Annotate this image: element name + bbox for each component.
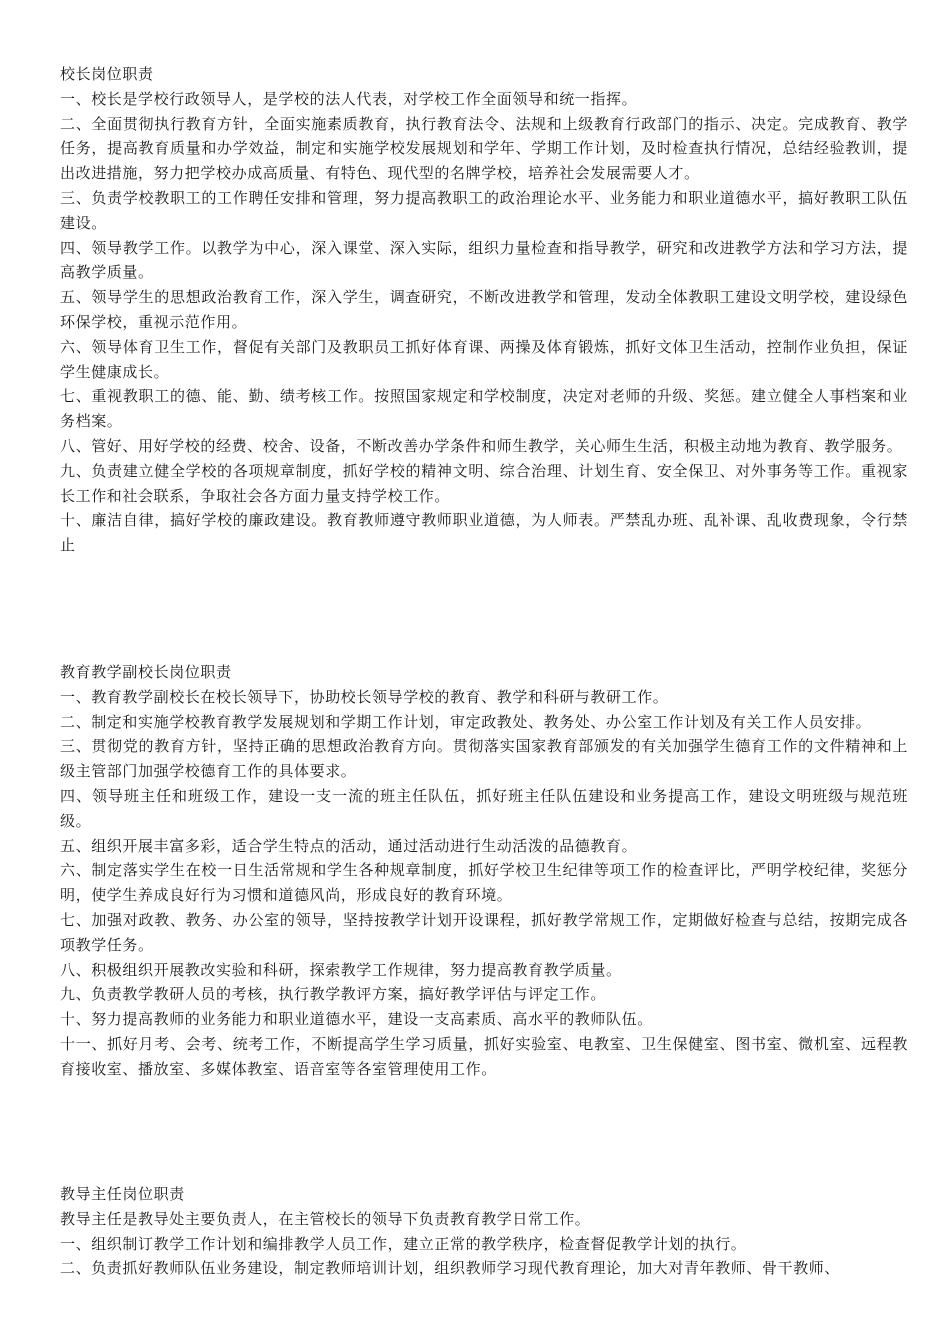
duty-paragraph: 一、组织制订教学工作计划和编排教学人员工作，建立正常的教学秩序，检查督促教学计划的执行。 <box>60 1234 747 1253</box>
duty-paragraph: 七、重视教职工的德、能、勤、绩考核工作。按照国家规定和学校制度，决定对老师的升级、奖惩。建立健全人事档案和业务档案。 <box>60 387 908 431</box>
duty-paragraph: 九、负责建立健全学校的各项规章制度，抓好学校的精神文明、综合治理、计划生育、安全保卫、对外事务等工作。重视家长工作和社会联系，争取社会各方面力量支持学校工作。 <box>60 461 908 505</box>
duty-paragraph: 四、领导教学工作。以教学为中心，深入课堂、深入实际，组织力量检查和指导教学，研究和改进教学方法和学习方法，提高教学质量。 <box>60 238 908 282</box>
duty-paragraph: 六、领导体育卫生工作，督促有关部门及教职员工抓好体育课、两操及体育锻炼，抓好文体卫生活动，控制作业负担，保证学生健康成长。 <box>60 337 908 381</box>
principal-duties-section <box>60 62 908 558</box>
duty-paragraph: 六、制定落实学生在校一日生活常规和学生各种规章制度，抓好学校卫生纪律等项工作的检查评比，严明学校纪律，奖惩分明，使学生养成良好行为习惯和道德风尚，形成良好的教育环境。 <box>60 861 908 905</box>
vice-principal-duties-section <box>60 660 908 1082</box>
duty-paragraph: 八、管好、用好学校的经费、校舍、设备，不断改善办学条件和师生教学，关心师生生活，积极主动地为教育、教学服务。 <box>60 436 903 455</box>
duty-paragraph: 二、负责抓好教师队伍业务建设，制定教师培训计划，组织教师学习现代教育理论，加大对青年教师、骨干教师、 <box>60 1259 841 1278</box>
duty-paragraph: 三、贯彻党的教育方针，坚持正确的思想政治教育方向。贯彻落实国家教育部颁发的有关加强学生德育工作的文件精神和上级主管部门加强学校德育工作的具体要求。 <box>60 737 908 781</box>
section-title: 教育教学副校长岗位职责 <box>60 663 232 681</box>
duty-paragraph: 教导主任是教导处主要负责人，在主管校长的领导下负责教育教学日常工作。 <box>60 1209 591 1228</box>
duty-paragraph: 二、全面贯彻执行教育方针，全面实施素质教育，执行教育法令、法规和上级教育行政部门的指示、决定。完成教育、教学任务，提高教育质量和办学效益，制定和实施学校发展规划和学年、学期工作计划，及时检查执行情况，总结经验教训，提出改进措施，努力把学校办成高质量、有特色、现代型的名牌学校，培养社会发展需要人才。 <box>60 114 908 183</box>
duty-paragraph: 三、负责学校教职工的工作聘任安排和管理，努力提高教职工的政治理论水平、业务能力和职业道德水平，搞好教职工队伍建设。 <box>60 188 908 232</box>
duty-paragraph: 五、领导学生的思想政治教育工作，深入学生，调查研究，不断改进教学和管理，发动全体教职工建设文明学校，建设绿色环保学校，重视示范作用。 <box>60 288 908 331</box>
academic-director-duties-section <box>60 1182 908 1281</box>
duty-paragraph: 四、领导班主任和班级工作，建设一支一流的班主任队伍，抓好班主任队伍建设和业务提高工作，建设文明班级与规范班级。 <box>60 786 908 830</box>
duty-paragraph: 十、努力提高教师的业务能力和职业道德水平，建设一支高素质、高水平的教师队伍。 <box>60 1010 653 1029</box>
duty-paragraph: 八、积极组织开展教改实验和科研，探索教学工作规律，努力提高教育教学质量。 <box>60 960 622 979</box>
duty-paragraph: 七、加强对政教、教务、办公室的领导，坚持按教学计划开设课程，抓好教学常规工作，定期做好检查与总结，按期完成各项教学任务。 <box>60 910 908 954</box>
section-title: 校长岗位职责 <box>60 65 154 83</box>
duty-paragraph: 一、教育教学副校长在校长领导下，协助校长领导学校的教育、教学和科研与教研工作。 <box>60 687 669 706</box>
duty-paragraph: 十、廉洁自律，搞好学校的廉政建设。教育教师遵守教师职业道德，为人师表。严禁乱办班、乱补课、乱收费现象，令行禁止 <box>60 511 908 555</box>
duty-paragraph: 一、校长是学校行政领导人，是学校的法人代表，对学校工作全面领导和统一指挥。 <box>60 89 638 108</box>
section-title: 教导主任岗位职责 <box>60 1185 185 1203</box>
duty-paragraph: 十一、抓好月考、会考、统考工作，不断提高学生学习质量，抓好实验室、电教室、卫生保健室、图书室、微机室、远程教育接收室、播放室、多媒体教室、语音室等各室管理使用工作。 <box>60 1034 908 1078</box>
duty-paragraph: 九、负责教学教研人员的考核，执行教学教评方案，搞好教学评估与评定工作。 <box>60 985 607 1004</box>
duty-paragraph: 五、组织开展丰富多彩，适合学生特点的活动，通过活动进行生动活泼的品德教育。 <box>60 836 638 855</box>
duty-paragraph: 二、制定和实施学校教育教学发展规划和学期工作计划，审定政教处、教务处、办公室工作计划及有关工作人员安排。 <box>60 712 872 731</box>
